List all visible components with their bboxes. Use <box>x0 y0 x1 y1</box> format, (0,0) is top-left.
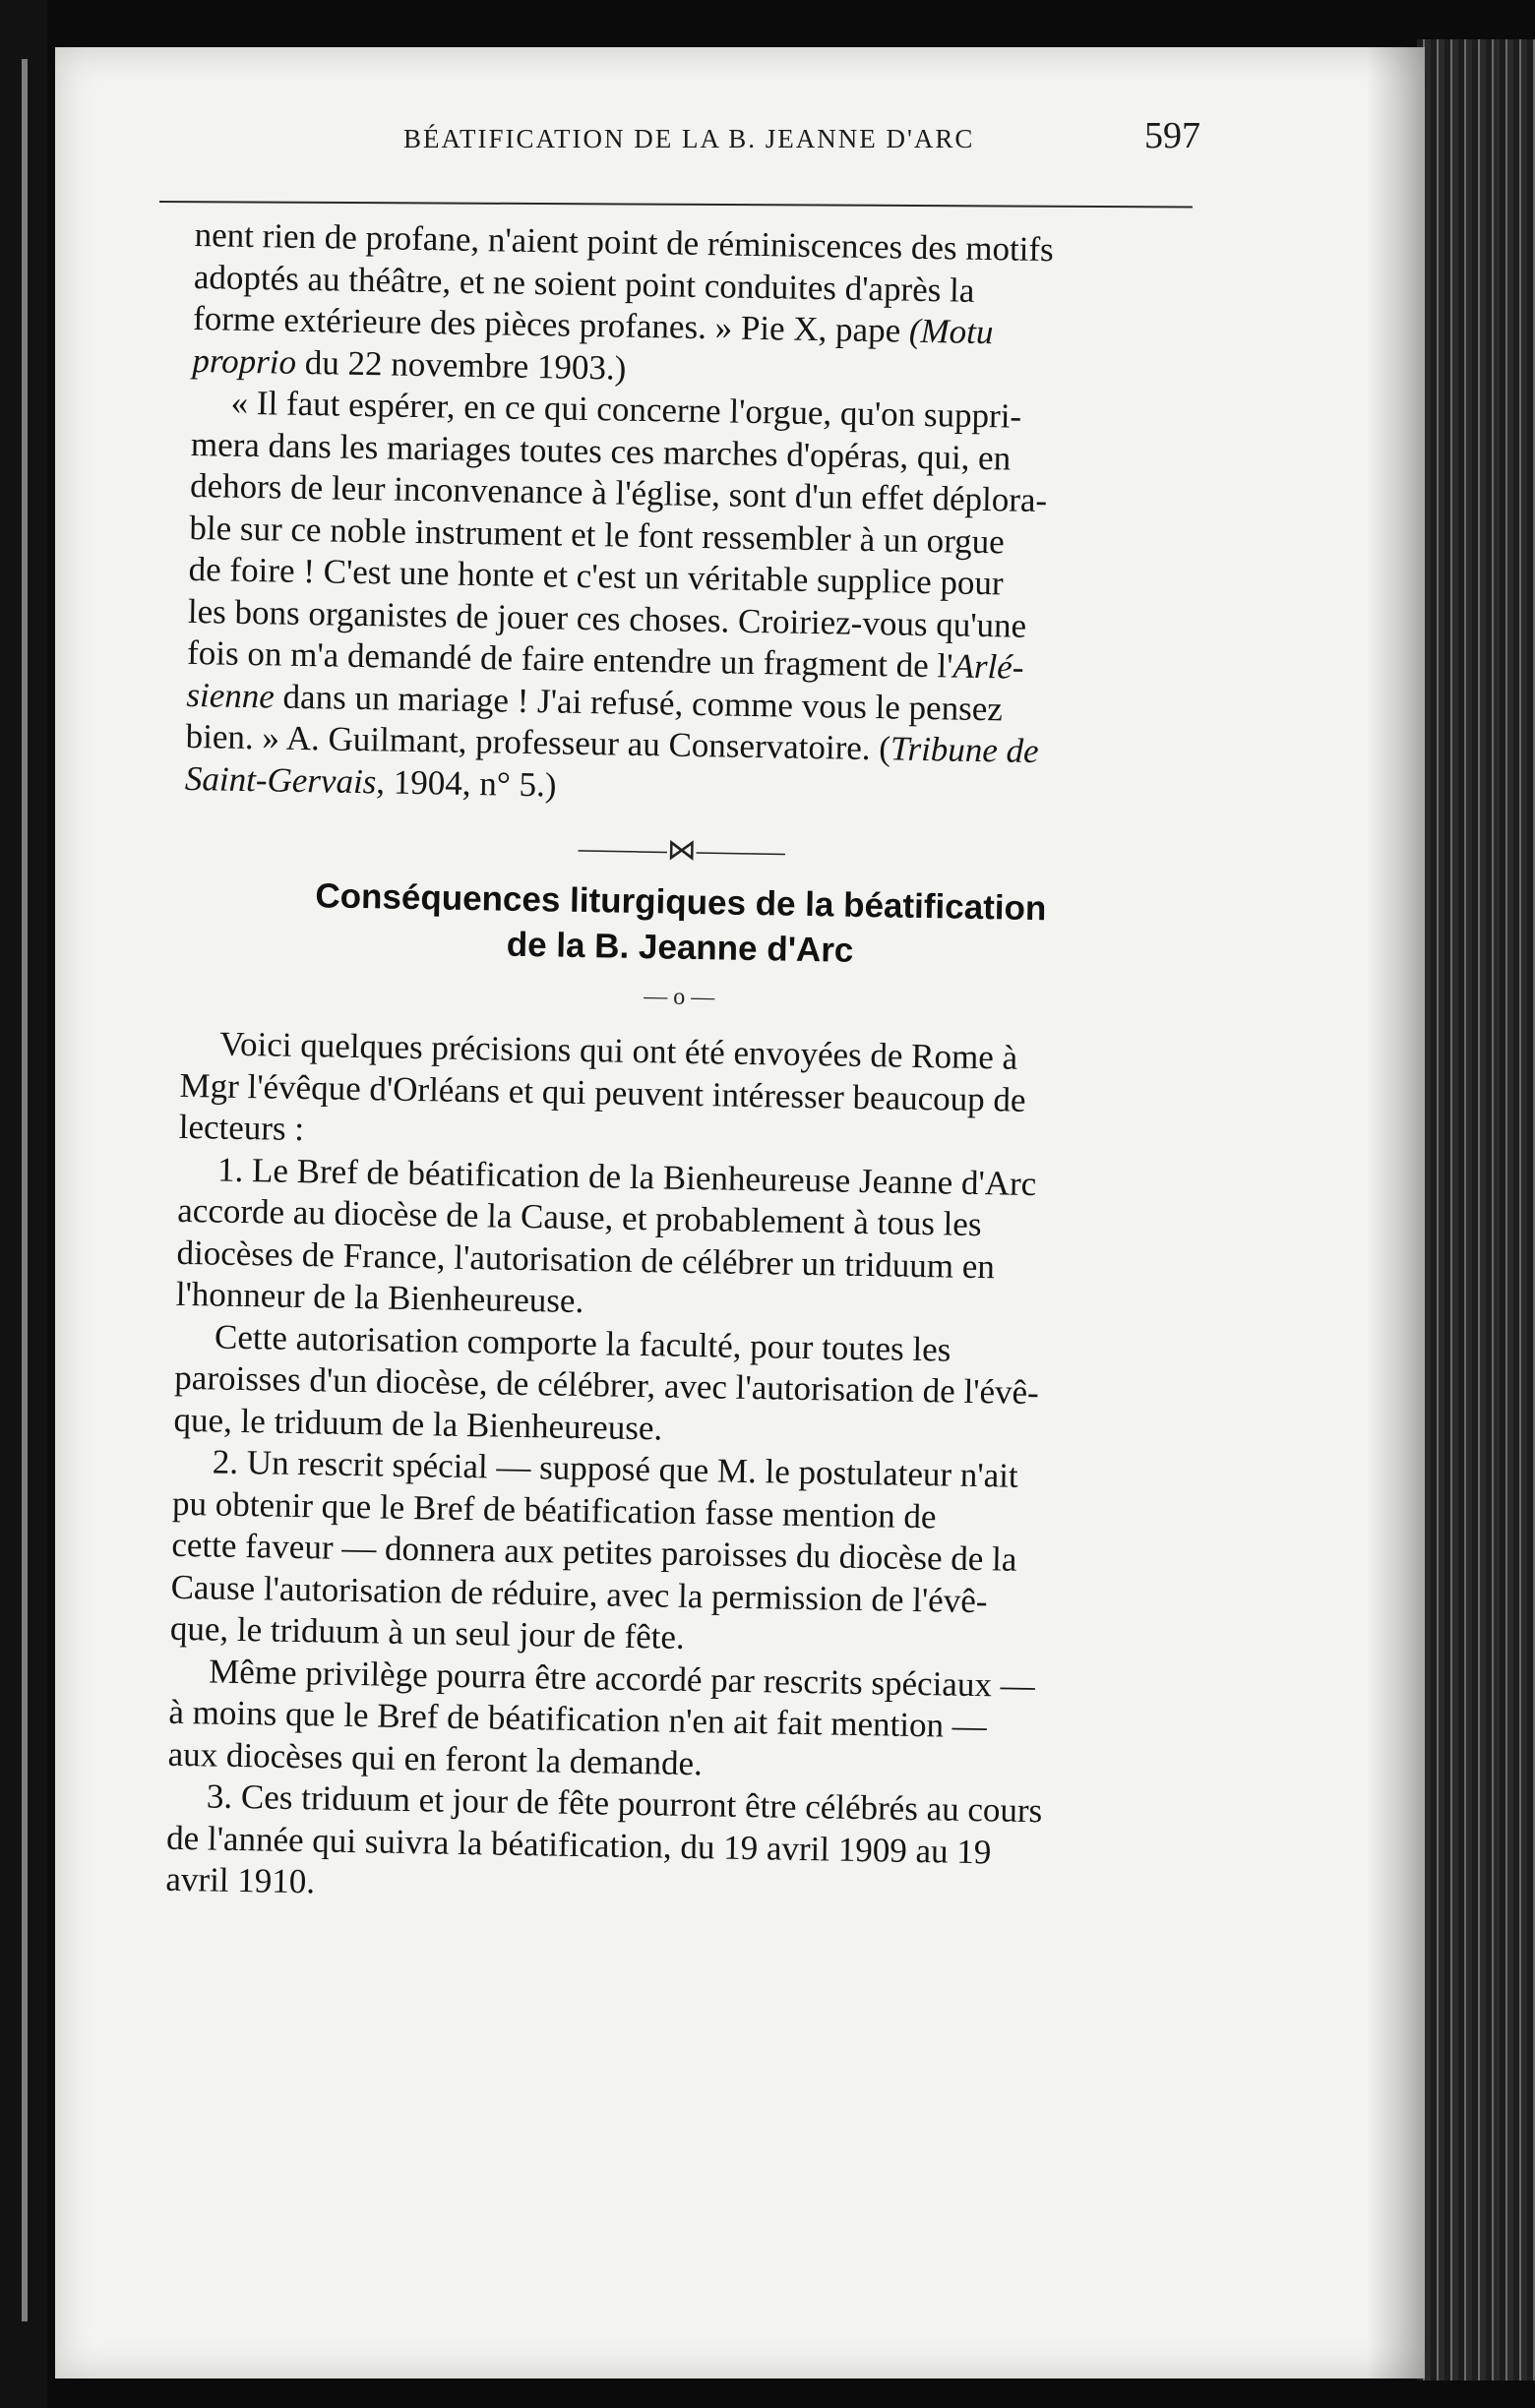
text-line: adoptés au théâtre, et ne soient point conduites d'après la <box>193 257 975 310</box>
text-line: avril 1910. <box>165 1859 316 1901</box>
section-title-line: Conséquences liturgiques de la béatification <box>315 875 1047 928</box>
text-line: l'honneur de la Bienheureuse. <box>175 1274 584 1321</box>
text-line: 1. Le Bref de béatification de la Bienheureuse Jeanne d'Arc <box>216 1150 1037 1203</box>
book-page-edges <box>1417 39 1535 2380</box>
text-line: aux diocèses qui en feront la demande. <box>167 1734 704 1782</box>
page-header <box>157 108 1200 167</box>
section-title <box>182 871 1179 979</box>
text-line: « Il faut espérer, en ce qui concerne l'orgue, qu'on suppri- <box>230 383 1022 436</box>
text-line: Cette autorisation comporte la faculté, pour toutes les <box>214 1317 952 1369</box>
text-span: fois on m'a demandé de faire entendre un fragment de l' <box>186 632 953 686</box>
text-line: de foire ! C'est une honte et c'est un véritable supplice pour <box>188 549 1004 603</box>
paragraph-1 <box>175 1148 1174 1333</box>
text-line: Voici quelques précisions qui ont été envoyées de Rome à <box>218 1024 1018 1077</box>
text-line: que, le triduum à un seul jour de fête. <box>169 1608 686 1656</box>
paragraph-intro <box>178 1023 1176 1166</box>
paragraph-5 <box>165 1776 1163 1918</box>
quote-guilmant <box>185 382 1188 817</box>
text-line: Mgr l'évêque d'Orléans et qui peuvent intéresser beaucoup de <box>179 1065 1026 1119</box>
text-line: ble sur ce noble instrument et le font ressembler à un orgue <box>189 508 1006 561</box>
italic-span: (Motu <box>908 311 994 352</box>
text-line: à moins que le Bref de béatification n'en ait fait mention — <box>168 1692 988 1746</box>
text-line: dehors de leur inconvenance à l'église, sont d'un effet déplora- <box>189 465 1048 520</box>
paragraph-4 <box>167 1650 1165 1792</box>
body-text <box>165 214 1191 1918</box>
text-line: accorde au diocèse de la Cause, et probablement à tous les <box>176 1190 982 1244</box>
italic-span: Arlé- <box>952 646 1024 687</box>
paragraph-3 <box>170 1441 1170 1667</box>
text-line: mera dans les mariages toutes ces marches d'opéras, qui, en <box>190 424 1012 478</box>
text-line: cette faveur — donnera aux petites paroisses du diocèse de la <box>171 1525 1017 1579</box>
paragraph-2 <box>173 1315 1171 1458</box>
scan-left-edge <box>0 0 47 2408</box>
text-line: Même privilège pourra être accordé par rescrits spéciaux — <box>208 1651 1035 1705</box>
text-line: les bons organistes de jouer ces choses. Croiriez-vous qu'une <box>187 591 1027 645</box>
ornament-divider: ———⋈——— <box>578 831 786 869</box>
section-separator: — o — <box>643 983 715 1010</box>
italic-span: Saint-Gervais <box>184 758 377 801</box>
text-span: bien. » A. Guilmant, professeur au Conservatoire. ( <box>185 716 891 768</box>
quote-pius-x <box>192 214 1191 399</box>
text-line: 3. Ces triduum et jour de fête pourront être célébrés au cours <box>206 1776 1043 1831</box>
section-title-line: de la B. Jeanne d'Arc <box>506 925 854 970</box>
italic-span: proprio <box>192 340 297 382</box>
text-line: nent rien de profane, n'aient point de réminiscences des motifs <box>194 214 1055 270</box>
running-title: BÉATIFICATION DE LA B. JEANNE D'ARC <box>403 124 975 153</box>
text-line: que, le triduum de la Bienheureuse. <box>173 1400 663 1447</box>
text-line: lecteurs : <box>178 1107 305 1149</box>
text-line: pu obtenir que le Bref de béatification fasse mention de <box>171 1483 937 1535</box>
italic-span: Tribune de <box>890 729 1040 771</box>
text-line: paroisses d'un diocèse, de célébrer, avec l'autorisation de l'évê- <box>174 1357 1040 1413</box>
page-number: 597 <box>1144 115 1200 156</box>
text-span: du 22 novembre 1903.) <box>295 342 627 388</box>
text-line: de l'année qui suivra la béatification, du 19 avril 1909 au 19 <box>165 1818 992 1871</box>
text-line: diocèses de France, l'autorisation de célébrer un triduum en <box>176 1233 996 1286</box>
text-span: dans un mariage ! J'ai refusé, comme vous le pensez <box>274 676 1004 728</box>
text-line: Cause l'autorisation de réduire, avec la permission de l'évê- <box>170 1567 988 1620</box>
text-span: forme extérieure des pièces profanes. » Pie X, pape <box>192 298 910 350</box>
italic-span: sienne <box>186 675 276 715</box>
text-line: 2. Un rescrit spécial — supposé que M. le postulateur n'ait <box>212 1442 1018 1495</box>
text-span: , 1904, n° 5.) <box>376 761 557 804</box>
